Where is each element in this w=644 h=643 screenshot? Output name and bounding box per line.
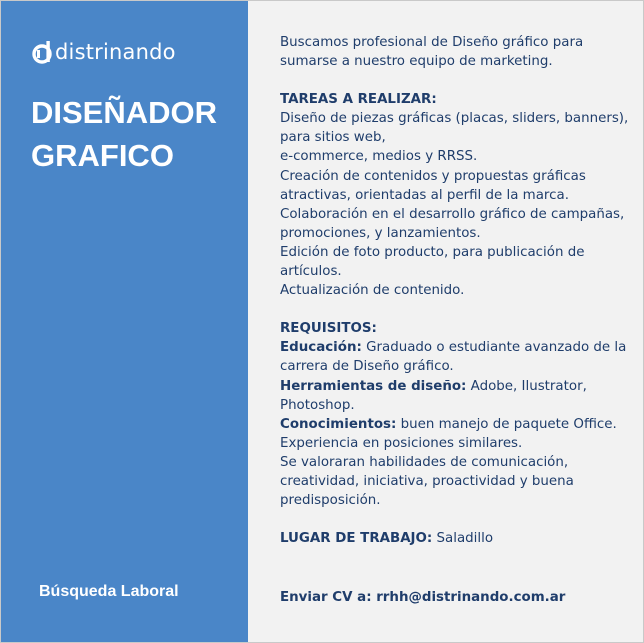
job-title-line-2: GRAFICO [31,138,174,173]
job-description [280,33,630,548]
intro-line: Buscamos profesional de Diseño gráfico para [280,35,584,50]
task-line: atractivas, orientadas al perfil de la marca. [280,187,569,203]
job-search-label: Búsqueda Laboral [39,583,179,600]
knowledge-requirement: Conocimientos: buen manejo de paquete Office. [280,416,617,432]
intro-line: sumarse a nuestro equipo de marketing. [280,54,553,70]
brand-name: distrinando [55,40,176,64]
tools-requirement: Herramientas de diseño: Adobe, Ilustrator, [280,378,587,394]
task-line: artículos. [280,264,342,280]
left-panel [1,1,248,642]
job-title [31,91,241,177]
contact-email: Enviar CV a: rrhh@distrinando.com.ar [280,590,566,605]
work-location: LUGAR DE TRABAJO: Saladillo [280,531,494,547]
tasks-heading: TAREAS A REALIZAR: [280,92,437,108]
brand-logo [31,39,176,65]
task-line: promociones, y lanzamientos. [280,225,481,241]
requirement-line: predisposición. [280,493,381,509]
task-line: Diseño de piezas gráficas (placas, sliders, banners), [280,111,629,127]
task-line: para sitios web, [280,130,386,146]
task-line: Creación de contenidos y propuestas gráficas [280,168,586,184]
d-letter-logo-icon [31,39,55,65]
education-requirement-cont: carrera de Diseño gráfico. [280,359,454,375]
task-line: Colaboración en el desarrollo gráfico de campañas, [280,206,625,222]
task-line: e-commerce, medios y RRSS. [280,149,478,165]
job-title-line-1: DISEÑADOR [31,95,218,130]
task-line: Edición de foto producto, para publicación de [280,244,585,260]
tools-requirement-cont: Photoshop. [280,397,355,413]
requirement-line: Se valoraran habilidades de comunicación, [280,454,569,470]
requirements-heading: REQUISITOS: [280,321,377,337]
task-line: Actualización de contenido. [280,283,465,299]
requirement-line: creatividad, iniciativa, proactividad y buena [280,473,574,489]
requirement-line: Experiencia en posiciones similares. [280,435,523,451]
education-requirement: Educación: Graduado o estudiante avanzado de la [280,340,627,356]
